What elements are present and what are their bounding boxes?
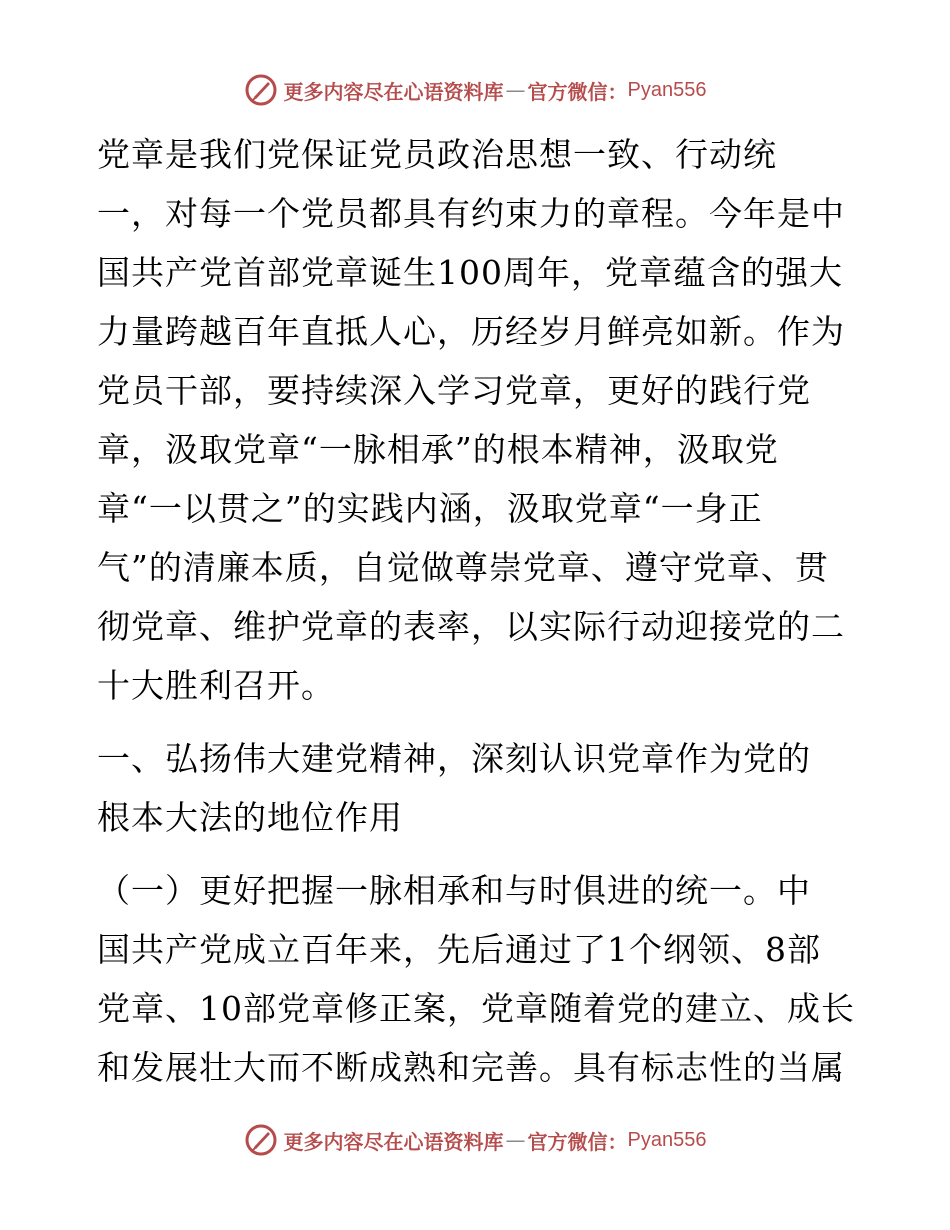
text-line: 章，汲取党章“一脉相承”的根本精神，汲取党 xyxy=(97,430,779,469)
watermark-site-text: 更多内容尽在心语资料库 xyxy=(283,1129,504,1154)
watermark-wechat-id: Pyan556 xyxy=(627,1128,707,1151)
text-line: 气”的清廉本质，自觉做尊崇党章、遵守党章、贯 xyxy=(97,548,829,587)
text-line: 力量跨越百年直抵人心，历经岁月鲜亮如新。作为 xyxy=(97,312,845,351)
watermark-dash: — xyxy=(505,78,526,102)
text-line: 十大胜利召开。 xyxy=(97,666,335,705)
paragraph-intro xyxy=(97,125,857,715)
paragraph-subsection-1 xyxy=(97,861,857,1097)
heading-line: 根本大法的地位作用 xyxy=(97,798,403,837)
text-line: 一，对每一个党员都具有约束力的章程。今年是中 xyxy=(97,194,845,233)
text-line: 党章、10部党章修正案，党章随着党的建立、成长 xyxy=(97,989,855,1028)
text-line: 党员干部，要持续深入学习党章，更好的践行党 xyxy=(97,371,811,410)
document-body xyxy=(97,125,857,1097)
text-line: 国共产党成立百年来，先后通过了1个纲领、8部 xyxy=(97,930,821,969)
text-line: 彻党章、维护党章的表率，以实际行动迎接党的二 xyxy=(97,607,845,646)
paragraph-gap xyxy=(97,847,857,861)
heading-line: 一、弘扬伟大建党精神，深刻认识党章作为党的 xyxy=(97,739,811,778)
section-heading-1 xyxy=(97,729,857,847)
watermark-wechat-id: Pyan556 xyxy=(627,78,707,101)
watermark-official-label: 官方微信： xyxy=(527,1129,628,1154)
quill-logo-icon xyxy=(244,73,278,107)
text-line: 和发展壮大而不断成熟和完善。具有标志性的当属 xyxy=(97,1048,845,1087)
watermark-official-label: 官方微信： xyxy=(527,79,628,104)
watermark-site-text: 更多内容尽在心语资料库 xyxy=(283,79,504,104)
text-line: （一）更好把握一脉相承和与时俱进的统一。中 xyxy=(97,871,811,910)
header-watermark xyxy=(0,70,950,110)
text-line: 党章是我们党保证党员政治思想一致、行动统 xyxy=(97,135,777,174)
text-line: 国共产党首部党章诞生100周年，党章蕴含的强大 xyxy=(97,253,843,292)
text-line: 章“一以贯之”的实践内涵，汲取党章“一身正 xyxy=(97,489,763,528)
watermark-dash: — xyxy=(505,1128,526,1152)
quill-logo-icon xyxy=(244,1123,278,1157)
footer-watermark xyxy=(0,1120,950,1160)
paragraph-gap xyxy=(97,715,857,729)
